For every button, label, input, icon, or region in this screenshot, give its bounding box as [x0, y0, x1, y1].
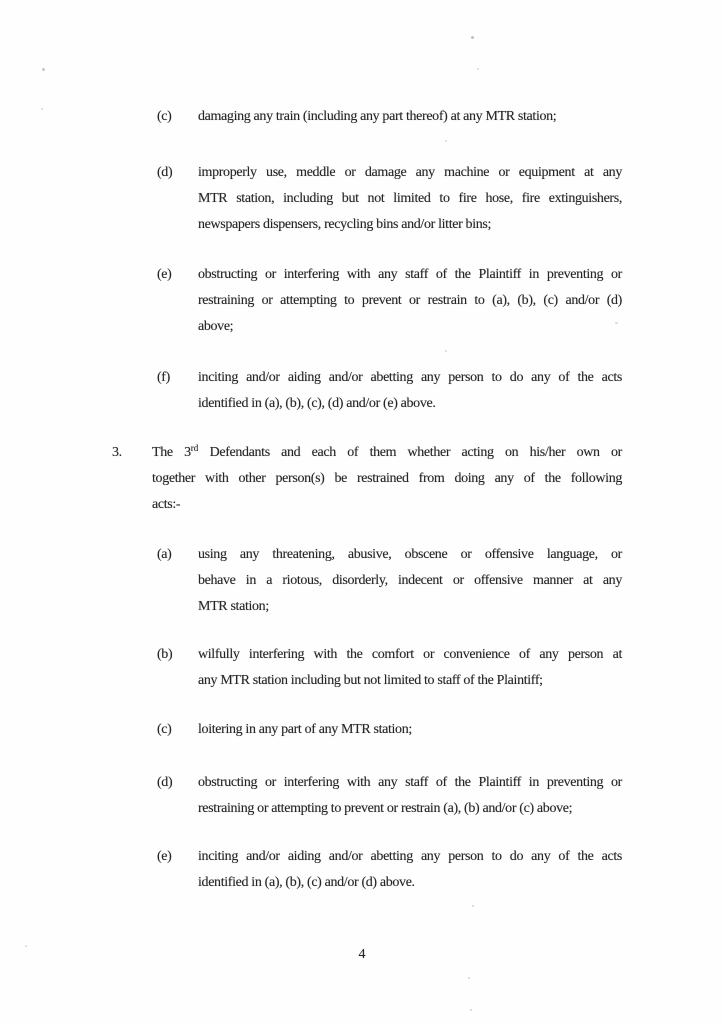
list-item-text [198, 160, 622, 238]
list-item-3e [157, 844, 724, 896]
list-item-2c [157, 104, 724, 130]
document-line: newspapers dispensers, recycling bins and/or litter bins; [198, 217, 492, 232]
list-item-text [198, 717, 622, 743]
list-item-text [198, 770, 622, 822]
document-line: behave in a riotous, disorderly, indecent or offensive manner at any [198, 573, 622, 588]
list-item-label: (c) [157, 722, 172, 737]
list-item-3d [157, 770, 724, 822]
list-item-label: (d) [157, 165, 173, 180]
paragraph-line-pre: The 3 [152, 445, 191, 460]
document-line: obstructing or interfering with any staff of the Plaintiff in preventing or [198, 267, 622, 282]
document-line: together with other person(s) be restrained from doing any of the following [152, 471, 622, 486]
ordinal-superscript: rd [190, 443, 199, 453]
list-item-label: (c) [157, 109, 172, 124]
list-item-label: (a) [157, 547, 172, 562]
list-item-label: (b) [157, 647, 173, 662]
document-line: inciting and/or aiding and/or abetting any person to do any of the acts [198, 370, 622, 385]
list-item-text [198, 542, 622, 620]
document-line: wilfully interfering with the comfort or convenience of any person at [198, 647, 622, 662]
document-line: loitering in any part of any MTR station; [198, 722, 412, 737]
scan-speck [445, 350, 447, 352]
list-item-label: (e) [157, 267, 172, 282]
document-line: using any threatening, abusive, obscene or offensive language, or [198, 547, 622, 562]
list-item-3a [157, 542, 724, 620]
list-item-2f [157, 365, 724, 417]
list-item-text [198, 262, 622, 340]
document-line: MTR station; [198, 599, 269, 614]
document-line: identified in (a), (b), (c), (d) and/or (e) above. [198, 396, 436, 411]
scan-speck [472, 905, 474, 907]
scan-speck [615, 322, 618, 324]
list-item-text [198, 104, 622, 130]
document-line: inciting and/or aiding and/or abetting any person to do any of the acts [198, 849, 622, 864]
document-line: any MTR station including but not limited to staff of the Plaintiff; [198, 673, 543, 688]
document-line: improperly use, meddle or damage any machine or equipment at any [198, 165, 622, 180]
list-item-3c [157, 717, 724, 743]
list-item-2d [157, 160, 724, 238]
scan-speck [470, 1009, 472, 1011]
document-line: MTR station, including but not limited to fire hose, fire extinguishers, [198, 191, 622, 206]
paragraph-number: 3. [112, 445, 122, 460]
scan-speck [41, 108, 43, 110]
paragraph-3 [112, 440, 724, 518]
list-item-text [198, 844, 622, 896]
list-item-text [198, 365, 622, 417]
list-item-3b [157, 642, 724, 694]
document-line: above; [198, 319, 234, 334]
scan-speck [25, 945, 27, 947]
paragraph-text [152, 440, 622, 518]
document-line [152, 440, 622, 466]
document-line: restraining or attempting to prevent or restrain (a), (b) and/or (c) above; [198, 801, 573, 816]
page-number: 4 [358, 947, 366, 962]
document-line: obstructing or interfering with any staff of the Plaintiff in preventing or [198, 775, 622, 790]
document-line: identified in (a), (b), (c) and/or (d) above. [198, 875, 415, 890]
scan-speck [445, 140, 447, 142]
document-line: restraining or attempting to prevent or restrain to (a), (b), (c) and/or (d) [198, 293, 622, 308]
scan-speck [42, 68, 45, 71]
list-item-label: (d) [157, 775, 173, 790]
scan-speck [468, 977, 470, 979]
list-item-text [198, 642, 622, 694]
list-item-2e [157, 262, 724, 340]
list-item-label: (f) [157, 370, 170, 385]
scan-speck [471, 36, 474, 39]
document-line: damaging any train (including any part thereof) at any MTR station; [198, 109, 557, 124]
scan-speck [477, 68, 479, 70]
paragraph-line-post: Defendants and each of them whether acting on his/her own or [198, 445, 622, 460]
list-item-label: (e) [157, 849, 172, 864]
document-line: acts:- [152, 497, 181, 512]
